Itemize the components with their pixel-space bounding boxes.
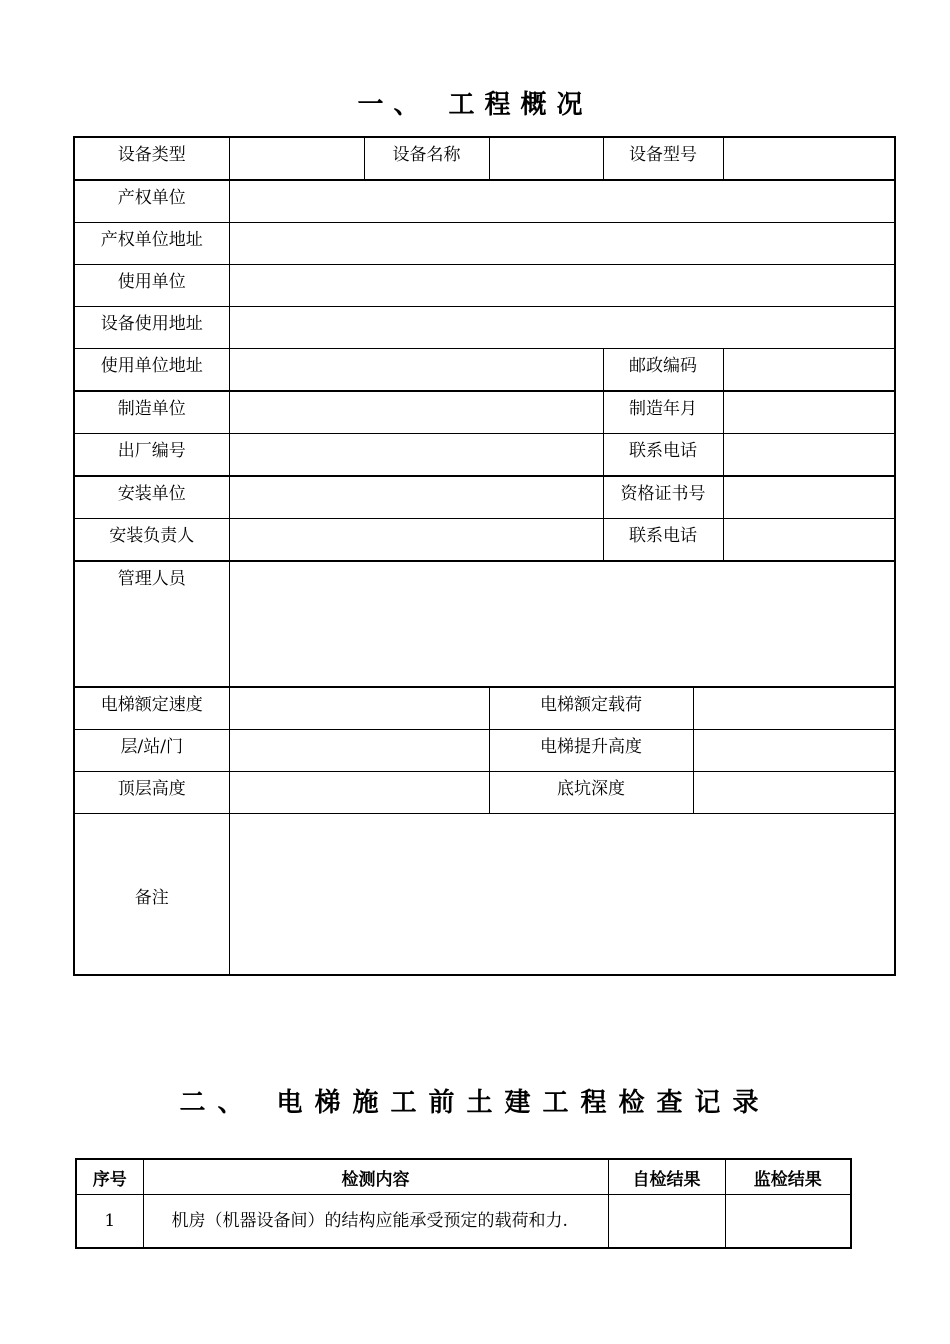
row-supervision-result[interactable]	[725, 1195, 851, 1249]
label-user-unit-address: 使用单位地址	[74, 349, 229, 392]
label-postal-code: 邮政编码	[603, 349, 723, 392]
table-row	[76, 1195, 851, 1249]
label-manufacture-date: 制造年月	[603, 391, 723, 434]
value-equipment-name[interactable]	[489, 137, 603, 180]
section1-title: 一、 工程概况	[357, 90, 593, 120]
value-lift-height[interactable]	[693, 730, 895, 772]
label-property-unit: 产权单位	[74, 180, 229, 223]
row-self-check-result[interactable]	[608, 1195, 725, 1249]
label-contact-phone-1: 联系电话	[603, 434, 723, 477]
value-equipment-use-address[interactable]	[229, 307, 895, 349]
label-floor-stop-door: 层/站/门	[74, 730, 229, 772]
label-lift-height: 电梯提升高度	[489, 730, 693, 772]
label-manufacturer: 制造单位	[74, 391, 229, 434]
row-serial-number: 1	[76, 1195, 143, 1249]
label-property-unit-address: 产权单位地址	[74, 223, 229, 265]
value-installation-unit[interactable]	[229, 476, 603, 519]
label-qualification-cert-no: 资格证书号	[603, 476, 723, 519]
project-overview-table	[73, 136, 896, 976]
value-postal-code[interactable]	[723, 349, 895, 392]
value-manufacture-date[interactable]	[723, 391, 895, 434]
value-qualification-cert-no[interactable]	[723, 476, 895, 519]
value-rated-load[interactable]	[693, 687, 895, 730]
label-top-floor-height: 顶层高度	[74, 772, 229, 814]
section2-title: 二、 电梯施工前土建工程检查记录	[179, 1088, 771, 1118]
label-installation-leader: 安装负责人	[74, 519, 229, 562]
header-self-check-result: 自检结果	[608, 1159, 725, 1195]
label-equipment-use-address: 设备使用地址	[74, 307, 229, 349]
label-equipment-type: 设备类型	[74, 137, 229, 180]
label-rated-speed: 电梯额定速度	[74, 687, 229, 730]
label-pit-depth: 底坑深度	[489, 772, 693, 814]
label-remarks: 备注	[74, 814, 229, 976]
value-contact-phone-1[interactable]	[723, 434, 895, 477]
value-user-unit[interactable]	[229, 265, 895, 307]
value-management-staff[interactable]	[229, 561, 895, 687]
header-serial-number: 序号	[76, 1159, 143, 1195]
value-equipment-type[interactable]	[229, 137, 364, 180]
value-remarks[interactable]	[229, 814, 895, 976]
value-top-floor-height[interactable]	[229, 772, 489, 814]
label-user-unit: 使用单位	[74, 265, 229, 307]
label-factory-number: 出厂编号	[74, 434, 229, 477]
value-factory-number[interactable]	[229, 434, 603, 477]
value-contact-phone-2[interactable]	[723, 519, 895, 562]
value-pit-depth[interactable]	[693, 772, 895, 814]
value-user-unit-address[interactable]	[229, 349, 603, 392]
row-inspection-content: 机房（机器设备间）的结构应能承受预定的载荷和力.	[143, 1195, 608, 1249]
value-floor-stop-door[interactable]	[229, 730, 489, 772]
value-equipment-model[interactable]	[723, 137, 895, 180]
label-management-staff: 管理人员	[74, 561, 229, 687]
value-rated-speed[interactable]	[229, 687, 489, 730]
label-equipment-name: 设备名称	[364, 137, 489, 180]
value-manufacturer[interactable]	[229, 391, 603, 434]
label-equipment-model: 设备型号	[603, 137, 723, 180]
value-installation-leader[interactable]	[229, 519, 603, 562]
value-property-unit[interactable]	[229, 180, 895, 223]
header-inspection-content: 检测内容	[143, 1159, 608, 1195]
value-property-unit-address[interactable]	[229, 223, 895, 265]
label-contact-phone-2: 联系电话	[603, 519, 723, 562]
label-rated-load: 电梯额定载荷	[489, 687, 693, 730]
header-supervision-result: 监检结果	[725, 1159, 851, 1195]
label-installation-unit: 安装单位	[74, 476, 229, 519]
inspection-record-table	[75, 1158, 852, 1249]
